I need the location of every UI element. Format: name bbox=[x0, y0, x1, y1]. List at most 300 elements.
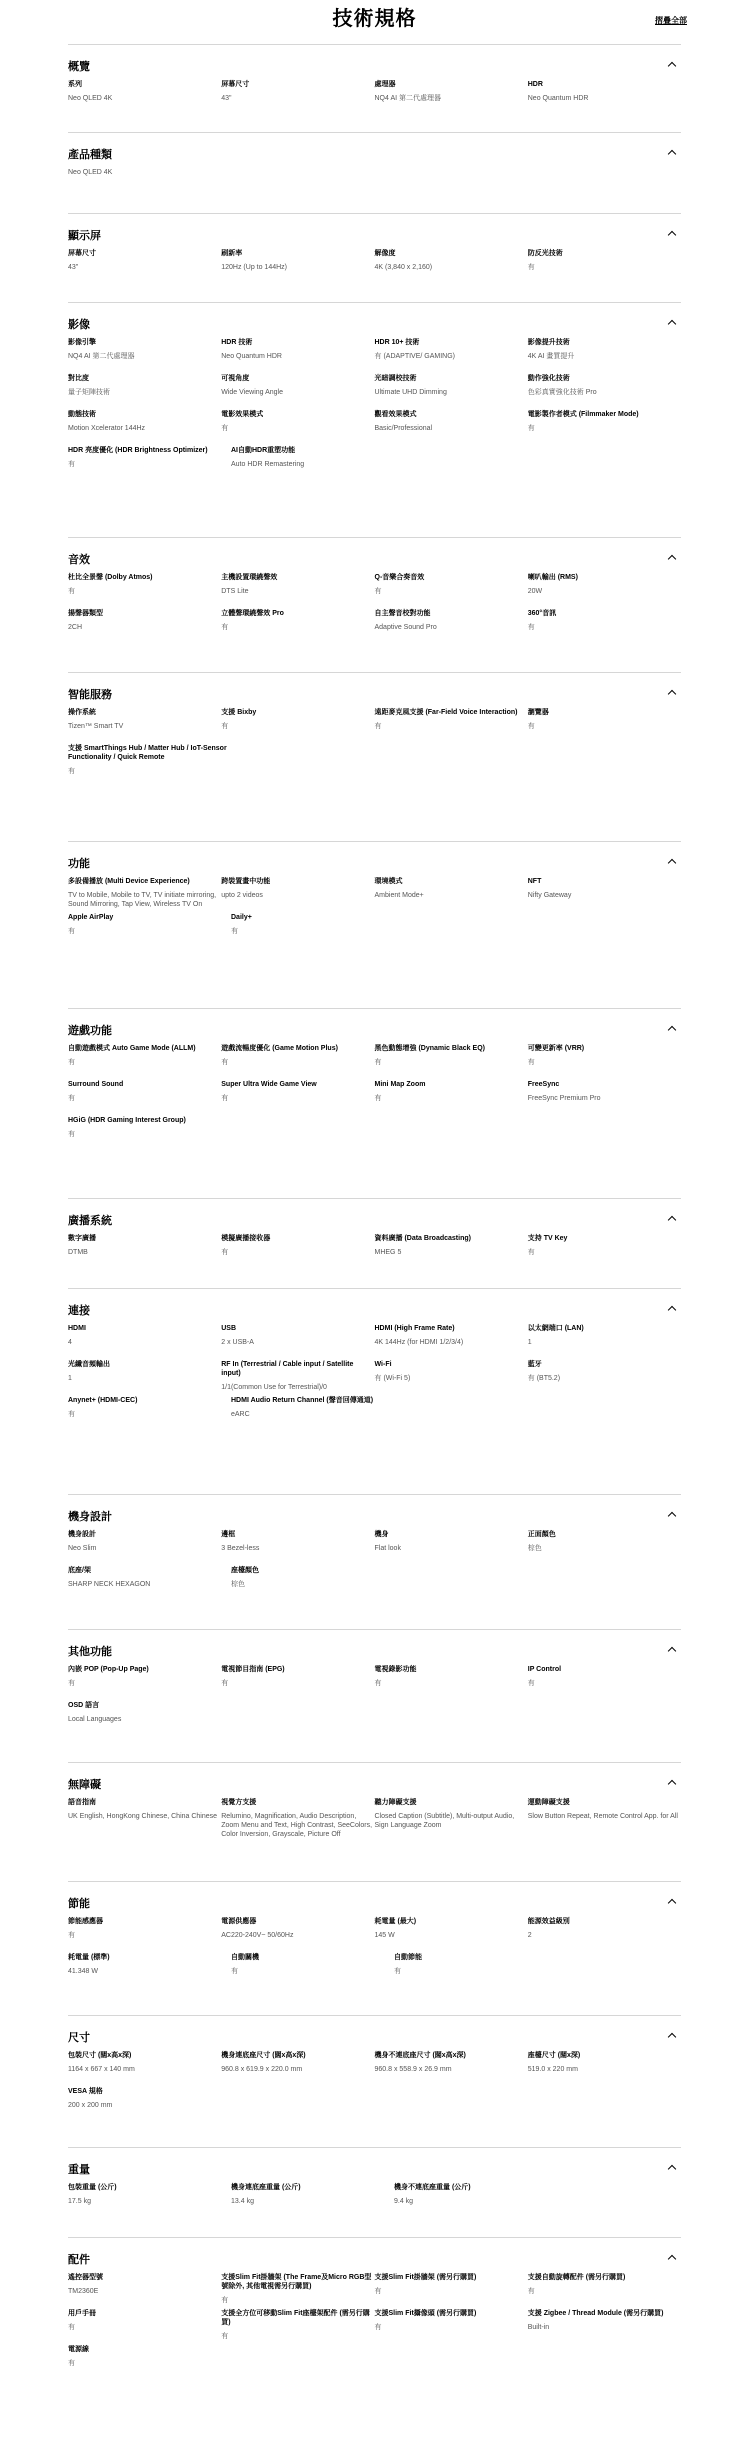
spec-value: 4 bbox=[68, 1339, 72, 1346]
section-header-display[interactable] bbox=[68, 229, 681, 243]
spec-label: 電影效果模式 bbox=[221, 411, 264, 418]
spec-section-accessibility bbox=[68, 1770, 681, 1839]
section-divider bbox=[68, 1629, 681, 1630]
spec-value: UK English, HongKong Chinese, China Chinese bbox=[68, 1813, 218, 1820]
spec-label: 機身設計 bbox=[68, 1531, 96, 1538]
spec-label: Apple AirPlay bbox=[68, 914, 114, 921]
spec-label: 對比度 bbox=[68, 375, 89, 382]
spec-label: 座檯顏色 bbox=[231, 1567, 259, 1574]
spec-value: 棕色 bbox=[231, 1581, 245, 1588]
spec-item bbox=[528, 374, 681, 410]
spec-value: 1/1(Common Use for Terrestrial)/0 bbox=[221, 1384, 327, 1391]
spec-value: 有 bbox=[527, 1680, 535, 1687]
spec-row bbox=[68, 1324, 681, 1360]
spec-value: Ambient Mode+ bbox=[374, 892, 424, 899]
spec-label: 機身不連底座重量 (公斤) bbox=[394, 2184, 471, 2191]
spec-item bbox=[221, 609, 374, 645]
spec-label: 系列 bbox=[68, 81, 82, 88]
spec-item bbox=[221, 410, 374, 446]
section-header-overview[interactable] bbox=[68, 60, 681, 74]
spec-item bbox=[528, 1044, 681, 1080]
spec-item bbox=[375, 338, 528, 374]
spec-item bbox=[68, 1917, 221, 1953]
spec-item bbox=[68, 1530, 221, 1566]
spec-item bbox=[375, 80, 528, 116]
spec-value: 200 x 200 mm bbox=[68, 2102, 113, 2109]
spec-item bbox=[221, 1324, 374, 1360]
spec-section-smart bbox=[68, 680, 681, 780]
section-header-weight[interactable] bbox=[68, 2163, 681, 2177]
spec-value: 13.4 kg bbox=[231, 2198, 254, 2205]
spec-item bbox=[68, 1566, 231, 1602]
spec-item bbox=[231, 1953, 394, 1989]
spec-label: 運動障礙支援 bbox=[527, 1799, 570, 1806]
spec-value: 量子矩陣技術 bbox=[68, 389, 110, 396]
section-header-dimensions[interactable] bbox=[68, 2031, 681, 2045]
section-header-accessibility[interactable] bbox=[68, 1778, 681, 1792]
section-divider bbox=[68, 2147, 681, 2148]
spec-label: 電源供應器 bbox=[221, 1918, 257, 1925]
spec-item bbox=[375, 374, 528, 410]
spec-item bbox=[375, 410, 528, 446]
spec-value: Slow Button Repeat, Remote Control App. for All bbox=[527, 1813, 678, 1820]
spec-label: 支援自動旋轉配件 (需另行購買) bbox=[527, 2274, 626, 2281]
spec-item bbox=[68, 877, 221, 913]
spec-item bbox=[68, 2273, 221, 2309]
spec-label: 可變更新率 (VRR) bbox=[527, 1045, 585, 1052]
spec-value: Local Languages bbox=[68, 1716, 122, 1723]
spec-value: 有 bbox=[374, 2324, 382, 2331]
spec-value: 9.4 kg bbox=[394, 2198, 414, 2205]
spec-value: FreeSync Premium Pro bbox=[527, 1095, 601, 1102]
section-title: 廣播系統 bbox=[68, 1215, 112, 1227]
spec-value: 有 bbox=[527, 1249, 535, 1256]
spec-value: 有 bbox=[68, 1680, 75, 1687]
spec-label: 屏幕尺寸 bbox=[68, 250, 96, 257]
spec-value: Neo QLED 4K bbox=[68, 95, 113, 102]
spec-item bbox=[68, 410, 221, 446]
spec-row bbox=[68, 708, 681, 744]
spec-item bbox=[375, 877, 528, 913]
spec-value: 有 bbox=[68, 2360, 75, 2367]
spec-label: 機身不連底座尺寸 (闊x高x深) bbox=[374, 2052, 466, 2059]
spec-label: 動態技術 bbox=[68, 411, 96, 418]
spec-item bbox=[221, 374, 374, 410]
spec-row bbox=[68, 1701, 681, 1737]
spec-label: 支持 TV Key bbox=[527, 1235, 568, 1242]
spec-value: 41.348 W bbox=[68, 1968, 98, 1975]
spec-value: 120Hz (Up to 144Hz) bbox=[221, 264, 288, 271]
spec-value: 有 bbox=[231, 928, 238, 935]
spec-label: 語音指南 bbox=[68, 1799, 96, 1806]
spec-label: 機身 bbox=[374, 1531, 389, 1538]
spec-label: 電視節目指南 (EPG) bbox=[221, 1666, 285, 1673]
spec-value: Motion Xcelerator 144Hz bbox=[68, 425, 146, 432]
spec-value: NQ4 AI 第二代處理器 bbox=[374, 95, 442, 102]
spec-label: 可視角度 bbox=[221, 375, 250, 382]
spec-label: 底座/架 bbox=[68, 1567, 91, 1574]
spec-row bbox=[68, 80, 681, 116]
spec-value: 有 bbox=[374, 1095, 382, 1102]
spec-label: 屏幕尺寸 bbox=[221, 81, 250, 88]
spec-item bbox=[375, 2309, 528, 2345]
spec-item bbox=[231, 1396, 394, 1432]
spec-value: 有 bbox=[374, 723, 382, 730]
spec-label: 自動關機 bbox=[231, 1954, 259, 1961]
spec-item bbox=[68, 573, 221, 609]
spec-item bbox=[68, 338, 221, 374]
spec-item bbox=[375, 1080, 528, 1116]
spec-item bbox=[68, 1234, 221, 1270]
spec-value: 17.5 kg bbox=[68, 2198, 91, 2205]
spec-value: Relumino, Magnification, Audio Description, Zoom Menu and Text, High Contrast, SeeColors, Color Inversion, Grayscale, Picture Off bbox=[221, 1813, 373, 1838]
spec-value: 有 bbox=[221, 2297, 229, 2304]
section-divider bbox=[68, 213, 681, 214]
section-title: 影像 bbox=[68, 319, 90, 331]
spec-value: 有 (ADAPTIVE/ GAMING) bbox=[374, 353, 456, 360]
spec-label: HGiG (HDR Gaming Interest Group) bbox=[68, 1117, 186, 1124]
section-title: 尺寸 bbox=[68, 2032, 90, 2044]
section-divider bbox=[68, 841, 681, 842]
section-header-smart[interactable] bbox=[68, 688, 681, 702]
spec-value: Neo Quantum HDR bbox=[527, 95, 589, 102]
section-title: 配件 bbox=[68, 2254, 90, 2266]
spec-label: 支援Slim Fit攝像頭 (需另行購買) bbox=[374, 2310, 477, 2317]
spec-label: 電視錄影功能 bbox=[374, 1666, 417, 1673]
spec-section-other bbox=[68, 1637, 681, 1737]
section-title: 音效 bbox=[68, 554, 90, 566]
spec-value: 960.8 x 558.9 x 26.9 mm bbox=[374, 2066, 452, 2073]
spec-label: 支援全方位可移動Slim Fit座檯架配件 (需另行購買) bbox=[221, 2310, 370, 2326]
spec-section-video bbox=[68, 310, 681, 482]
spec-item bbox=[68, 80, 221, 116]
spec-label: 刷新率 bbox=[221, 250, 243, 257]
spec-label: 跨裝置畫中功能 bbox=[221, 878, 271, 885]
spec-item bbox=[528, 1798, 681, 1839]
spec-value: 1164 x 667 x 140 mm bbox=[68, 2066, 135, 2073]
section-title: 概覽 bbox=[68, 61, 90, 73]
spec-value: 有 bbox=[68, 768, 75, 775]
spec-item bbox=[375, 2273, 528, 2309]
spec-item bbox=[68, 2183, 231, 2219]
spec-label: 機身連底座尺寸 (闊x高x深) bbox=[221, 2052, 306, 2059]
spec-section-broadcast bbox=[68, 1206, 681, 1270]
spec-item bbox=[221, 1234, 374, 1270]
spec-label: 聽力障礙支援 bbox=[374, 1799, 417, 1806]
section-title: 智能服務 bbox=[68, 689, 112, 701]
spec-item bbox=[528, 249, 681, 285]
spec-label: 座檯尺寸 (闊x深) bbox=[527, 2052, 581, 2059]
spec-item bbox=[375, 2051, 528, 2087]
spec-row bbox=[68, 1116, 681, 1152]
spec-row bbox=[68, 609, 681, 645]
spec-item bbox=[68, 744, 231, 780]
spec-label: 觀看效果模式 bbox=[374, 411, 417, 418]
spec-value: 色彩真實強化技術 Pro bbox=[527, 389, 597, 396]
spec-row bbox=[68, 1566, 681, 1602]
section-divider bbox=[68, 1198, 681, 1199]
spec-label: 支援 Bixby bbox=[221, 709, 257, 716]
spec-value: 4K (3,840 x 2,160) bbox=[374, 264, 433, 271]
spec-item bbox=[528, 609, 681, 645]
spec-label: 自動遊戲模式 Auto Game Mode (ALLM) bbox=[68, 1045, 196, 1052]
spec-item bbox=[68, 1360, 221, 1396]
section-divider bbox=[68, 1008, 681, 1009]
spec-label: 藍牙 bbox=[527, 1361, 542, 1368]
spec-item bbox=[528, 1360, 681, 1396]
spec-value: 43" bbox=[221, 95, 232, 102]
spec-value: Neo Slim bbox=[68, 1545, 97, 1552]
spec-value: Adaptive Sound Pro bbox=[374, 624, 437, 631]
spec-row bbox=[68, 338, 681, 374]
spec-label: OSD 語言 bbox=[68, 1702, 100, 1709]
section-divider bbox=[68, 2015, 681, 2016]
spec-row bbox=[68, 1360, 681, 1396]
spec-label: 遠距麥克風支援 (Far-Field Voice Interaction) bbox=[374, 709, 518, 716]
spec-label: Surround Sound bbox=[68, 1081, 124, 1088]
spec-value: 145 W bbox=[374, 1932, 395, 1939]
spec-value: 有 bbox=[374, 588, 382, 595]
spec-label: 耗電量 (標準) bbox=[68, 1954, 110, 1961]
spec-item bbox=[375, 573, 528, 609]
spec-label: 主機設置環繞聲效 bbox=[221, 574, 278, 581]
spec-label: Daily+ bbox=[231, 914, 252, 921]
spec-label: 支援Slim Fit掛牆架 (需另行購買) bbox=[374, 2274, 477, 2281]
section-divider bbox=[68, 537, 681, 538]
spec-value: Ultimate UHD Dimming bbox=[374, 389, 447, 396]
spec-label: 遊戲流暢度優化 (Game Motion Plus) bbox=[221, 1045, 338, 1052]
section-header-video[interactable] bbox=[68, 318, 681, 332]
spec-value: 有 bbox=[68, 588, 75, 595]
spec-label: 遙控器型號 bbox=[68, 2274, 103, 2281]
spec-value: 有 bbox=[68, 1095, 75, 1102]
spec-value: 有 bbox=[221, 723, 229, 730]
spec-value: 有 bbox=[394, 1968, 401, 1975]
section-title: 功能 bbox=[68, 858, 90, 870]
spec-label: 機身連底座重量 (公斤) bbox=[231, 2184, 301, 2191]
spec-label: HDMI bbox=[68, 1325, 86, 1332]
spec-value: Flat look bbox=[374, 1545, 401, 1552]
spec-label: 杜比全景聲 (Dolby Atmos) bbox=[68, 574, 153, 581]
section-header-features[interactable] bbox=[68, 857, 681, 871]
spec-item bbox=[68, 708, 221, 744]
spec-value: TV to Mobile, Mobile to TV, TV initiate mirroring, Sound Mirroring, Tap View, Wireless TV On bbox=[68, 892, 217, 908]
spec-item bbox=[221, 1798, 374, 1839]
spec-label: 光暗調校技術 bbox=[374, 375, 417, 382]
section-header-connectivity[interactable] bbox=[68, 1304, 681, 1318]
spec-row bbox=[68, 1044, 681, 1080]
section-divider bbox=[68, 1288, 681, 1289]
spec-label: 動作強化技術 bbox=[527, 375, 570, 382]
spec-item bbox=[394, 2183, 557, 2219]
spec-value: 有 (Wi-Fi 5) bbox=[374, 1375, 411, 1382]
spec-item bbox=[231, 1566, 394, 1602]
section-header-power[interactable] bbox=[68, 1897, 681, 1911]
spec-value: 1 bbox=[68, 1375, 72, 1382]
section-header-broadcast[interactable] bbox=[68, 1214, 681, 1228]
spec-value: Tizen™ Smart TV bbox=[68, 723, 124, 730]
spec-label: 立體聲環繞聲效 Pro bbox=[221, 610, 284, 617]
spec-value: 有 bbox=[527, 425, 535, 432]
spec-item bbox=[68, 609, 221, 645]
spec-item bbox=[394, 1953, 557, 1989]
section-header-design[interactable] bbox=[68, 1510, 681, 1524]
spec-value: Nifty Gateway bbox=[527, 892, 572, 899]
spec-item bbox=[68, 2309, 221, 2345]
spec-item bbox=[221, 2309, 374, 2345]
spec-label: NFT bbox=[527, 878, 542, 885]
section-header-product-type[interactable] bbox=[68, 148, 681, 162]
section-divider bbox=[68, 302, 681, 303]
spec-value: 2CH bbox=[68, 624, 83, 631]
spec-item bbox=[221, 1360, 374, 1396]
section-header-gaming[interactable] bbox=[68, 1024, 681, 1038]
spec-item bbox=[528, 1665, 681, 1701]
section-title: 連接 bbox=[68, 1305, 90, 1317]
spec-value: 有 bbox=[221, 624, 229, 631]
spec-item bbox=[221, 80, 374, 116]
spec-item bbox=[221, 1530, 374, 1566]
spec-value: 有 bbox=[221, 1249, 229, 1256]
spec-value: 519.0 x 220 mm bbox=[527, 2066, 578, 2073]
spec-item bbox=[528, 1917, 681, 1953]
spec-label: 內嵌 POP (Pop-Up Page) bbox=[68, 1666, 149, 1673]
spec-item bbox=[375, 609, 528, 645]
spec-label: 處理器 bbox=[374, 81, 396, 88]
spec-item bbox=[68, 1080, 221, 1116]
spec-row bbox=[68, 1665, 681, 1701]
spec-section-product-type bbox=[68, 140, 681, 204]
spec-label: 瀏覽器 bbox=[527, 709, 549, 716]
spec-item bbox=[221, 2051, 374, 2087]
spec-label: Anynet+ (HDMI-CEC) bbox=[68, 1397, 138, 1404]
spec-row bbox=[68, 1530, 681, 1566]
spec-label: Neo QLED 4K bbox=[68, 169, 113, 176]
spec-label: 多設備播放 (Multi Device Experience) bbox=[68, 878, 190, 885]
spec-value: 1 bbox=[527, 1339, 532, 1346]
spec-value: 棕色 bbox=[527, 1545, 542, 1552]
spec-item bbox=[375, 708, 528, 744]
spec-item bbox=[528, 410, 681, 446]
collapse-all-link[interactable]: 摺疊全部 bbox=[655, 16, 687, 25]
spec-label: HDR bbox=[527, 81, 543, 88]
spec-value: 有 bbox=[527, 723, 535, 730]
spec-item bbox=[375, 1665, 528, 1701]
spec-value: NQ4 AI 第二代處理器 bbox=[68, 353, 135, 360]
spec-value: 960.8 x 619.9 x 220.0 mm bbox=[221, 2066, 303, 2073]
spec-label: 操作系統 bbox=[68, 709, 96, 716]
section-divider bbox=[68, 2237, 681, 2238]
spec-label: FreeSync bbox=[527, 1081, 560, 1088]
spec-item bbox=[528, 2273, 681, 2309]
spec-label: 節能感應器 bbox=[68, 1918, 103, 1925]
spec-label: 包裝重量 (公斤) bbox=[68, 2184, 117, 2191]
spec-value: 有 bbox=[68, 1059, 75, 1066]
spec-value: 有 (BT5.2) bbox=[527, 1375, 561, 1382]
spec-item bbox=[68, 249, 221, 285]
spec-value: 有 bbox=[68, 928, 75, 935]
spec-value: Basic/Professional bbox=[374, 425, 433, 432]
spec-label: HDMI (High Frame Rate) bbox=[374, 1325, 455, 1332]
spec-item bbox=[68, 1116, 231, 1152]
spec-item bbox=[231, 446, 394, 482]
spec-value: 2 bbox=[527, 1932, 532, 1939]
spec-item bbox=[221, 708, 374, 744]
spec-value: 有 bbox=[221, 2333, 229, 2340]
spec-item bbox=[68, 374, 221, 410]
spec-value: Closed Caption (Subtitle), Multi-output Audio, Sign Language Zoom bbox=[374, 1813, 515, 1829]
spec-item bbox=[528, 1324, 681, 1360]
spec-row bbox=[68, 913, 681, 949]
spec-label: 黑色動態增強 (Dynamic Black EQ) bbox=[374, 1045, 485, 1052]
spec-item bbox=[68, 446, 231, 482]
spec-label: Wi-Fi bbox=[374, 1361, 392, 1368]
spec-item bbox=[375, 1044, 528, 1080]
spec-item bbox=[68, 1396, 231, 1432]
section-title: 節能 bbox=[68, 1898, 90, 1910]
spec-item bbox=[528, 1234, 681, 1270]
section-header-accessories[interactable] bbox=[68, 2253, 681, 2267]
section-title: 顯示屏 bbox=[68, 230, 101, 242]
spec-label: 邊框 bbox=[221, 1531, 236, 1538]
spec-value: SHARP NECK HEXAGON bbox=[68, 1581, 151, 1588]
spec-value: 有 bbox=[231, 1968, 238, 1975]
section-divider bbox=[68, 1762, 681, 1763]
spec-label: 影像引擎 bbox=[68, 339, 96, 346]
spec-section-audio bbox=[68, 545, 681, 645]
section-title: 機身設計 bbox=[68, 1511, 112, 1523]
spec-section-accessories bbox=[68, 2245, 681, 2381]
spec-value: 有 bbox=[68, 461, 75, 468]
spec-item bbox=[375, 1917, 528, 1953]
spec-value: Auto HDR Remastering bbox=[231, 461, 305, 468]
spec-value: 2 x USB-A bbox=[221, 1339, 254, 1346]
spec-label: HDMI Audio Return Channel (聲音回傳通道) bbox=[231, 1397, 374, 1404]
spec-item bbox=[528, 877, 681, 913]
spec-label: RF In (Terrestrial / Cable input / Satellite input) bbox=[221, 1361, 354, 1377]
spec-value: 有 bbox=[68, 1131, 75, 1138]
spec-item bbox=[221, 877, 374, 913]
spec-label: 正面顏色 bbox=[527, 1531, 556, 1538]
spec-label: Q-音樂合奏音效 bbox=[374, 574, 425, 581]
spec-label: 360°音訊 bbox=[527, 610, 557, 617]
spec-row bbox=[68, 2345, 681, 2381]
section-divider bbox=[68, 44, 681, 45]
spec-label: Mini Map Zoom bbox=[374, 1081, 426, 1088]
spec-item bbox=[375, 1530, 528, 1566]
section-divider bbox=[68, 672, 681, 673]
spec-section-weight bbox=[68, 2155, 681, 2219]
section-divider bbox=[68, 1494, 681, 1495]
spec-value: 有 bbox=[374, 1680, 382, 1687]
spec-item bbox=[221, 1917, 374, 1953]
spec-value: 3 Bezel-less bbox=[221, 1545, 260, 1552]
spec-label: 耗電量 (最大) bbox=[374, 1918, 417, 1925]
spec-item bbox=[221, 1044, 374, 1080]
spec-section-connectivity bbox=[68, 1296, 681, 1432]
spec-value: 有 bbox=[68, 2324, 75, 2331]
spec-label: IP Control bbox=[527, 1666, 562, 1673]
spec-label: HDR 10+ 技術 bbox=[374, 339, 420, 346]
spec-label: 喇叭輸出 (RMS) bbox=[527, 574, 578, 581]
spec-item bbox=[68, 2345, 231, 2381]
spec-item bbox=[528, 1080, 681, 1116]
spec-item bbox=[528, 80, 681, 116]
section-title: 其他功能 bbox=[68, 1646, 112, 1658]
section-header-audio[interactable] bbox=[68, 553, 681, 567]
spec-item bbox=[528, 573, 681, 609]
section-header-other[interactable] bbox=[68, 1645, 681, 1659]
